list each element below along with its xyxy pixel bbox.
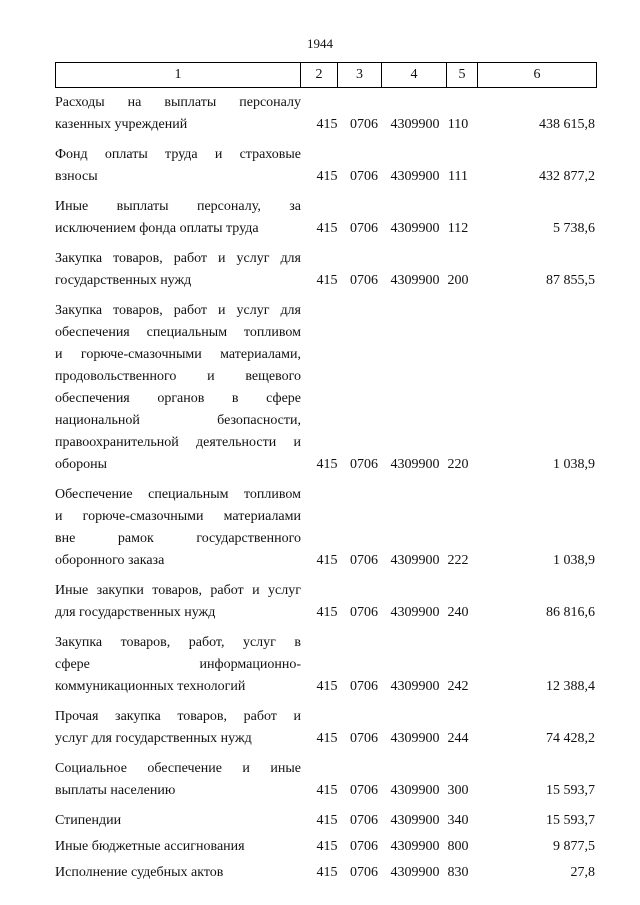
expense-type-code: 240 xyxy=(447,605,469,620)
table-row xyxy=(55,484,595,572)
expense-type-code: 800 xyxy=(447,839,469,854)
header-col-4: 4 xyxy=(382,63,447,88)
target-article-code: 4309900 xyxy=(390,117,440,132)
table-row xyxy=(55,92,595,136)
description-line: Обеспечение специальным топливом xyxy=(55,487,301,502)
ministry-code: 415 xyxy=(316,839,338,854)
description-line: вне рамок государственного xyxy=(55,531,301,546)
ministry-code: 415 xyxy=(316,553,338,568)
description-line: Расходы на выплаты персоналу xyxy=(55,95,301,110)
section-code: 0706 xyxy=(350,273,378,288)
description-line: Фонд оплаты труда и страховые xyxy=(55,147,301,162)
amount-value: 432 877,2 xyxy=(539,169,595,184)
expense-type-code: 830 xyxy=(447,865,469,880)
row-description xyxy=(55,144,301,188)
expense-type-code: 222 xyxy=(447,553,469,568)
section-code: 0706 xyxy=(350,679,378,694)
description-line: Прочая закупка товаров, работ и xyxy=(55,709,301,724)
table-row xyxy=(55,300,595,476)
header-col-3: 3 xyxy=(338,63,382,88)
table-row xyxy=(55,144,595,188)
target-article-code: 4309900 xyxy=(390,605,440,620)
amount-value: 9 877,5 xyxy=(553,839,595,854)
ministry-code: 415 xyxy=(316,221,338,236)
row-description xyxy=(55,92,301,136)
expense-type-code: 112 xyxy=(447,221,469,236)
description-line: для государственных нужд xyxy=(55,605,216,620)
row-description xyxy=(55,248,301,292)
description-line: правоохранительной деятельности и xyxy=(55,435,301,450)
section-code: 0706 xyxy=(350,117,378,132)
target-article-code: 4309900 xyxy=(390,783,440,798)
row-description xyxy=(55,836,301,858)
description-line: Стипендии xyxy=(55,813,122,828)
description-line: исключением фонда оплаты труда xyxy=(55,221,259,236)
expense-type-code: 200 xyxy=(447,273,469,288)
expense-type-code: 244 xyxy=(447,731,469,746)
expense-type-code: 340 xyxy=(447,813,469,828)
column-header-table xyxy=(55,62,597,88)
section-code: 0706 xyxy=(350,783,378,798)
description-line: сфере информационно- xyxy=(55,657,301,672)
description-line: Исполнение судебных актов xyxy=(55,865,224,880)
ministry-code: 415 xyxy=(316,117,338,132)
description-line: казенных учреждений xyxy=(55,117,188,132)
description-line: и горюче-смазочными материалами, xyxy=(55,347,301,362)
description-line: Социальное обеспечение и иные xyxy=(55,761,301,776)
header-col-6: 6 xyxy=(478,63,597,88)
row-description xyxy=(55,862,301,884)
section-code: 0706 xyxy=(350,839,378,854)
amount-value: 1 038,9 xyxy=(553,553,595,568)
description-line: оборонного заказа xyxy=(55,553,165,568)
description-line: обеспечения специальным топливом xyxy=(55,325,301,340)
amount-value: 15 593,7 xyxy=(546,783,595,798)
description-line: Закупка товаров, работ и услуг для xyxy=(55,303,301,318)
section-code: 0706 xyxy=(350,457,378,472)
section-code: 0706 xyxy=(350,813,378,828)
expense-type-code: 220 xyxy=(447,457,469,472)
target-article-code: 4309900 xyxy=(390,221,440,236)
ministry-code: 415 xyxy=(316,865,338,880)
description-line: коммуникационных технологий xyxy=(55,679,246,694)
amount-value: 5 738,6 xyxy=(553,221,595,236)
ministry-code: 415 xyxy=(316,731,338,746)
table-row xyxy=(55,196,595,240)
description-line: обеспечения органов в сфере xyxy=(55,391,301,406)
section-code: 0706 xyxy=(350,865,378,880)
amount-value: 1 038,9 xyxy=(553,457,595,472)
target-article-code: 4309900 xyxy=(390,679,440,694)
row-description xyxy=(55,632,301,698)
section-code: 0706 xyxy=(350,731,378,746)
target-article-code: 4309900 xyxy=(390,731,440,746)
table-row xyxy=(55,758,595,802)
row-description xyxy=(55,196,301,240)
table-row xyxy=(55,706,595,750)
row-description xyxy=(55,580,301,624)
header-col-1: 1 xyxy=(56,63,301,88)
ministry-code: 415 xyxy=(316,813,338,828)
description-line: выплаты населению xyxy=(55,783,176,798)
table-row xyxy=(55,810,595,832)
row-description xyxy=(55,484,301,572)
header-col-5: 5 xyxy=(447,63,478,88)
target-article-code: 4309900 xyxy=(390,457,440,472)
amount-value: 438 615,8 xyxy=(539,117,595,132)
section-code: 0706 xyxy=(350,169,378,184)
description-line: Закупка товаров, работ, услуг в xyxy=(55,635,301,650)
target-article-code: 4309900 xyxy=(390,273,440,288)
ministry-code: 415 xyxy=(316,169,338,184)
target-article-code: 4309900 xyxy=(390,169,440,184)
description-line: государственных нужд xyxy=(55,273,192,288)
table-row xyxy=(55,580,595,624)
expense-type-code: 300 xyxy=(447,783,469,798)
target-article-code: 4309900 xyxy=(390,839,440,854)
row-description xyxy=(55,758,301,802)
page-number: 1944 xyxy=(307,36,333,51)
row-description xyxy=(55,706,301,750)
ministry-code: 415 xyxy=(316,605,338,620)
ministry-code: 415 xyxy=(316,457,338,472)
amount-value: 15 593,7 xyxy=(546,813,595,828)
ministry-code: 415 xyxy=(316,679,338,694)
section-code: 0706 xyxy=(350,221,378,236)
table-row xyxy=(55,632,595,698)
section-code: 0706 xyxy=(350,553,378,568)
expense-type-code: 111 xyxy=(448,169,468,184)
description-line: услуг для государственных нужд xyxy=(55,731,252,746)
amount-value: 27,8 xyxy=(570,865,595,880)
section-code: 0706 xyxy=(350,605,378,620)
table-row xyxy=(55,862,595,884)
table-row xyxy=(55,836,595,858)
description-line: продовольственного и вещевого xyxy=(55,369,301,384)
ministry-code: 415 xyxy=(316,273,338,288)
description-line: обороны xyxy=(55,457,108,472)
expense-type-code: 110 xyxy=(447,117,469,132)
budget-table-body xyxy=(55,92,595,884)
description-line: Иные закупки товаров, работ и услуг xyxy=(55,583,301,598)
description-line: Закупка товаров, работ и услуг для xyxy=(55,251,301,266)
header-col-2: 2 xyxy=(301,63,338,88)
target-article-code: 4309900 xyxy=(390,553,440,568)
table-row xyxy=(55,248,595,292)
target-article-code: 4309900 xyxy=(390,865,440,880)
amount-value: 74 428,2 xyxy=(546,731,595,746)
description-line: взносы xyxy=(55,169,98,184)
row-description xyxy=(55,300,301,476)
description-line: Иные выплаты персоналу, за xyxy=(55,199,301,214)
description-line: Иные бюджетные ассигнования xyxy=(55,839,245,854)
amount-value: 87 855,5 xyxy=(546,273,595,288)
target-article-code: 4309900 xyxy=(390,813,440,828)
ministry-code: 415 xyxy=(316,783,338,798)
expense-type-code: 242 xyxy=(447,679,469,694)
amount-value: 12 388,4 xyxy=(546,679,595,694)
description-line: и горюче-смазочными материалами xyxy=(55,509,301,524)
row-description xyxy=(55,810,301,832)
amount-value: 86 816,6 xyxy=(546,605,595,620)
description-line: национальной безопасности, xyxy=(55,413,301,428)
